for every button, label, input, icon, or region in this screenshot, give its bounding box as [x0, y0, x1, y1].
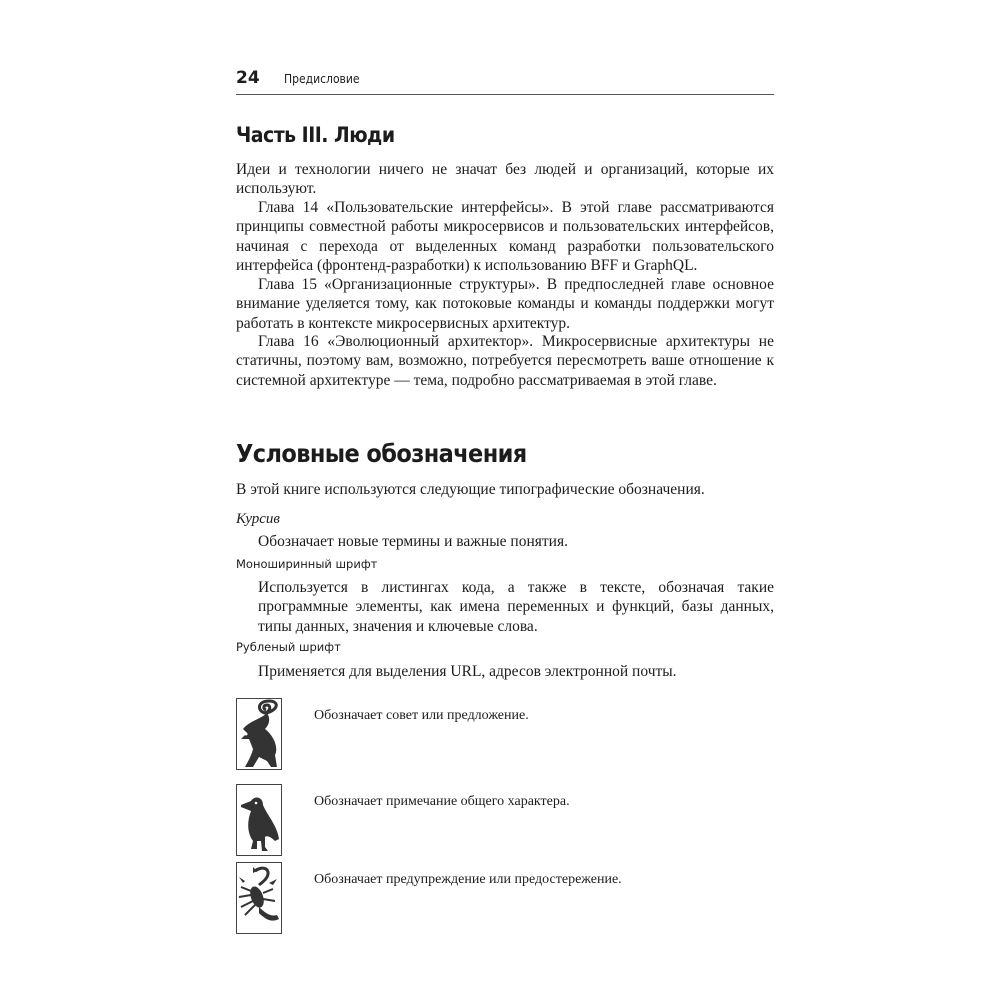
- lemur-icon: [236, 698, 282, 770]
- chapter-14-paragraph: Глава 14 «Пользовательские интерфейсы». В этой главе рассматриваются принципы совместной работы микросервисов и пользовательских интерфейсов, начиная с перехода от выделенных команд разработки пользовательского интерфейса (фронтенд-разработки) к использованию BFF и GraphQL.: [236, 199, 774, 274]
- italic-description: Обозначает новые термины и важные понятия.: [258, 533, 568, 550]
- warning-text: Обозначает предупреждение или предостережение.: [314, 872, 622, 887]
- chapter-16-paragraph: Глава 16 «Эволюционный архитектор». Микросервисные архитектуры не статичны, поэтому вам, возможно, потребуется пересмотреть ваше отношение к системной архитектуре — тема, подробно рассматриваемая в этой главе.: [236, 333, 774, 389]
- conventions-heading: Условные обозначения: [236, 439, 527, 468]
- monospace-term: Моноширинный шрифт: [236, 557, 378, 571]
- conventions-intro: В этой книге используются следующие типографические обозначения.: [236, 481, 705, 498]
- crow-icon: [236, 784, 282, 856]
- note-text: Обозначает примечание общего характера.: [314, 794, 570, 809]
- running-title: Предисловие: [284, 72, 360, 86]
- chapter-15-paragraph: Глава 15 «Организационные структуры». В предпоследней главе основное внимание уделяется тому, как потоковые команды и команды поддержки могут работать в контексте микросервисных архитектур.: [236, 276, 774, 332]
- monospace-description: Используется в листингах кода, а также в тексте, обозначая такие программные элементы, как имена переменных и функций, базы данных, типы данных, значения и ключевые слова.: [258, 579, 774, 635]
- part-heading: Часть III. Люди: [236, 123, 395, 147]
- scorpion-icon: [236, 862, 282, 934]
- running-header: [236, 66, 774, 95]
- note-notice: [236, 784, 774, 856]
- page-number: 24: [236, 68, 260, 88]
- sans-description: Применяется для выделения URL, адресов электронной почты.: [258, 663, 677, 680]
- warning-notice: [236, 862, 774, 934]
- part-intro-paragraph: Идеи и технологии ничего не значат без людей и организаций, которые их используют.: [236, 161, 774, 198]
- italic-term: Курсив: [236, 511, 280, 527]
- tip-notice: [236, 698, 774, 770]
- sans-term: Рубленый шрифт: [236, 640, 341, 654]
- tip-text: Обозначает совет или предложение.: [314, 708, 529, 723]
